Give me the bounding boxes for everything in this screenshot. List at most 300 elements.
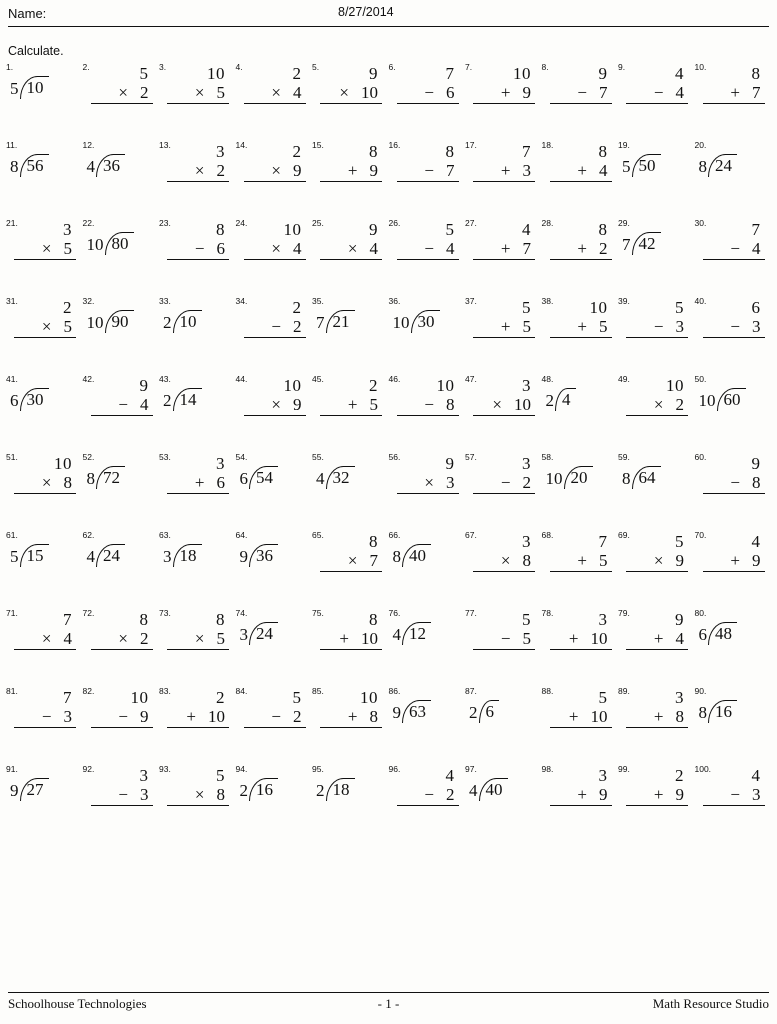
operation-line bbox=[320, 395, 382, 416]
operand-bottom: 2 bbox=[675, 395, 684, 414]
problem-50[interactable] bbox=[695, 374, 771, 434]
divisor: 2 bbox=[239, 781, 248, 800]
problem-number: 14. bbox=[235, 140, 248, 150]
problem-83[interactable] bbox=[159, 686, 235, 746]
long-division-expression bbox=[393, 544, 432, 567]
problem-number: 40. bbox=[694, 296, 707, 306]
operation-line bbox=[626, 785, 688, 806]
operation-line bbox=[14, 317, 76, 338]
operand-top: 10 bbox=[666, 376, 684, 395]
operand-bottom: 4 bbox=[752, 239, 761, 258]
problem-25[interactable] bbox=[312, 218, 388, 278]
operation-line bbox=[626, 317, 688, 338]
problem-43[interactable] bbox=[159, 374, 235, 434]
operand-top: 8 bbox=[216, 610, 225, 629]
problem-28[interactable] bbox=[542, 218, 618, 278]
problem-100[interactable] bbox=[695, 764, 771, 824]
operator-symbol: + bbox=[653, 785, 664, 804]
problem-23[interactable] bbox=[159, 218, 235, 278]
problem-number: 72. bbox=[82, 608, 95, 618]
operand-top: 3 bbox=[675, 688, 684, 707]
problem-80[interactable] bbox=[695, 608, 771, 668]
problem-row bbox=[6, 530, 771, 608]
operand-bottom: 3 bbox=[522, 161, 531, 180]
problem-8[interactable] bbox=[542, 62, 618, 122]
problem-number: 43. bbox=[159, 374, 171, 384]
problem-27[interactable] bbox=[465, 218, 541, 278]
problem-91[interactable] bbox=[6, 764, 82, 824]
problem-9[interactable] bbox=[618, 62, 694, 122]
problem-35[interactable] bbox=[312, 296, 388, 356]
problem-1[interactable] bbox=[6, 62, 82, 122]
problem-96[interactable] bbox=[389, 764, 465, 824]
problem-58[interactable] bbox=[542, 452, 618, 512]
problem-number: 18. bbox=[541, 140, 554, 150]
problem-47[interactable] bbox=[465, 374, 541, 434]
vertical-expression bbox=[244, 220, 306, 260]
operand-top: 5 bbox=[139, 64, 149, 83]
instruction-text: Calculate. bbox=[8, 44, 64, 58]
long-division-expression bbox=[393, 310, 440, 333]
problem-93[interactable] bbox=[159, 764, 235, 824]
footer-left-text: Schoolhouse Technologies bbox=[8, 996, 147, 1011]
operation-line bbox=[244, 707, 306, 728]
vertical-expression bbox=[473, 298, 535, 338]
operand-top: 10 bbox=[130, 688, 149, 707]
problem-number: 38. bbox=[541, 296, 554, 306]
operation-line bbox=[320, 161, 382, 182]
operator-symbol: − bbox=[271, 317, 281, 336]
vertical-expression bbox=[244, 64, 306, 104]
problem-5[interactable] bbox=[312, 62, 388, 122]
problem-72[interactable] bbox=[83, 608, 159, 668]
operator-symbol: − bbox=[730, 473, 740, 492]
problem-26[interactable] bbox=[389, 218, 465, 278]
operand-bottom: 9 bbox=[752, 551, 761, 570]
operator-symbol: × bbox=[271, 395, 281, 414]
problem-79[interactable] bbox=[618, 608, 694, 668]
vertical-expression bbox=[320, 532, 382, 572]
division-bracket: 16 bbox=[708, 700, 737, 723]
problem-67[interactable] bbox=[465, 530, 541, 590]
operand-bottom: 4 bbox=[293, 83, 302, 102]
problem-12[interactable] bbox=[83, 140, 159, 200]
long-division-expression bbox=[10, 778, 49, 801]
problem-number: 94. bbox=[235, 764, 248, 774]
problem-73[interactable] bbox=[159, 608, 235, 668]
problem-number: 78. bbox=[541, 608, 554, 618]
operator-symbol: + bbox=[577, 785, 587, 804]
operand-top: 7 bbox=[445, 64, 455, 83]
problem-87[interactable] bbox=[465, 686, 541, 746]
divisor: 5 bbox=[622, 157, 631, 176]
operator-symbol: + bbox=[500, 239, 511, 258]
problem-4[interactable] bbox=[236, 62, 312, 122]
problem-45[interactable] bbox=[312, 374, 388, 434]
problem-74[interactable] bbox=[236, 608, 312, 668]
operator-symbol: + bbox=[577, 317, 587, 336]
vertical-expression bbox=[91, 64, 153, 104]
operator-symbol: + bbox=[500, 83, 511, 102]
problem-31[interactable] bbox=[6, 296, 82, 356]
operation-line bbox=[550, 551, 612, 572]
problem-row bbox=[6, 62, 771, 140]
vertical-expression bbox=[244, 298, 306, 338]
problem-21[interactable] bbox=[6, 218, 82, 278]
long-division-expression bbox=[87, 154, 126, 177]
operator-symbol: + bbox=[730, 83, 740, 102]
problem-3[interactable] bbox=[159, 62, 235, 122]
long-division-expression bbox=[87, 466, 126, 489]
operation-line bbox=[703, 83, 765, 104]
problem-7[interactable] bbox=[465, 62, 541, 122]
problem-92[interactable] bbox=[83, 764, 159, 824]
problem-46[interactable] bbox=[389, 374, 465, 434]
problem-90[interactable] bbox=[695, 686, 771, 746]
division-bracket: 42 bbox=[632, 232, 661, 255]
operation-line bbox=[550, 161, 612, 182]
problem-19[interactable] bbox=[618, 140, 694, 200]
problem-38[interactable] bbox=[542, 296, 618, 356]
problem-44[interactable] bbox=[236, 374, 312, 434]
operator-symbol: − bbox=[118, 785, 128, 804]
vertical-expression bbox=[626, 688, 688, 728]
problem-row bbox=[6, 218, 771, 296]
operand-bottom: 9 bbox=[675, 785, 684, 804]
problem-36[interactable] bbox=[389, 296, 465, 356]
problem-56[interactable] bbox=[389, 452, 465, 512]
operation-line bbox=[626, 707, 688, 728]
problem-61[interactable] bbox=[6, 530, 82, 590]
operand-bottom: 2 bbox=[140, 629, 149, 648]
problem-number: 59. bbox=[618, 452, 630, 462]
problem-14[interactable] bbox=[236, 140, 312, 200]
operator-symbol: + bbox=[500, 317, 511, 336]
vertical-expression bbox=[14, 688, 76, 728]
long-division-expression bbox=[546, 388, 576, 411]
problem-17[interactable] bbox=[465, 140, 541, 200]
divisor: 10 bbox=[86, 313, 104, 332]
problem-82[interactable] bbox=[83, 686, 159, 746]
problem-42[interactable] bbox=[83, 374, 159, 434]
operation-line bbox=[167, 473, 229, 494]
vertical-expression bbox=[550, 64, 612, 104]
operand-top: 5 bbox=[598, 688, 608, 707]
divisor: 8 bbox=[698, 157, 707, 176]
division-bracket: 40 bbox=[479, 778, 508, 801]
problem-number: 45. bbox=[312, 374, 324, 384]
problem-51[interactable] bbox=[6, 452, 82, 512]
long-division-expression bbox=[163, 544, 202, 567]
problem-71[interactable] bbox=[6, 608, 82, 668]
operand-bottom: 5 bbox=[63, 239, 72, 258]
vertical-expression bbox=[91, 766, 153, 806]
problem-number: 24. bbox=[235, 218, 248, 228]
problem-number: 91. bbox=[6, 764, 18, 774]
problem-34[interactable] bbox=[236, 296, 312, 356]
operand-top: 7 bbox=[63, 688, 72, 707]
problem-60[interactable] bbox=[695, 452, 771, 512]
problem-68[interactable] bbox=[542, 530, 618, 590]
vertical-expression bbox=[550, 298, 612, 338]
divisor: 7 bbox=[316, 313, 325, 332]
problem-39[interactable] bbox=[618, 296, 694, 356]
vertical-expression bbox=[473, 376, 535, 416]
operand-bottom: 9 bbox=[522, 83, 531, 102]
problem-66[interactable] bbox=[389, 530, 465, 590]
operation-line bbox=[550, 629, 612, 650]
vertical-expression bbox=[244, 688, 306, 728]
divisor: 4 bbox=[86, 547, 95, 566]
operator-symbol: − bbox=[424, 785, 434, 804]
problem-number: 26. bbox=[388, 218, 401, 228]
problem-78[interactable] bbox=[542, 608, 618, 668]
operand-bottom: 8 bbox=[369, 707, 378, 726]
operand-top: 4 bbox=[675, 64, 684, 83]
operation-line bbox=[397, 473, 459, 494]
operand-top: 9 bbox=[139, 376, 149, 395]
operand-bottom: 2 bbox=[522, 473, 531, 492]
problem-32[interactable] bbox=[83, 296, 159, 356]
problem-number: 36. bbox=[388, 296, 401, 306]
divisor: 10 bbox=[392, 313, 410, 332]
problem-41[interactable] bbox=[6, 374, 82, 434]
operator-symbol: × bbox=[500, 551, 511, 570]
problem-16[interactable] bbox=[389, 140, 465, 200]
problem-75[interactable] bbox=[312, 608, 388, 668]
operator-symbol: − bbox=[500, 473, 511, 492]
problem-number: 22. bbox=[82, 218, 95, 228]
operator-symbol: − bbox=[424, 239, 434, 258]
problem-number: 65. bbox=[312, 530, 324, 540]
divisor: 4 bbox=[86, 157, 95, 176]
problem-number: 64. bbox=[235, 530, 248, 540]
problem-number: 48. bbox=[541, 374, 554, 384]
vertical-expression bbox=[167, 610, 229, 650]
problem-22[interactable] bbox=[83, 218, 159, 278]
vertical-expression bbox=[703, 532, 765, 572]
long-division-expression bbox=[240, 622, 279, 645]
problem-number: 2. bbox=[82, 62, 90, 72]
operand-bottom: 4 bbox=[446, 239, 455, 258]
problem-37[interactable] bbox=[465, 296, 541, 356]
operator-symbol: × bbox=[271, 161, 281, 180]
operand-bottom: 8 bbox=[216, 785, 225, 804]
operand-top: 10 bbox=[513, 64, 531, 83]
operator-symbol: × bbox=[347, 551, 358, 570]
operand-top: 7 bbox=[751, 220, 761, 239]
problem-81[interactable] bbox=[6, 686, 82, 746]
operator-symbol: + bbox=[347, 161, 358, 180]
operand-bottom: 5 bbox=[522, 629, 531, 648]
problem-24[interactable] bbox=[236, 218, 312, 278]
operand-top: 8 bbox=[598, 220, 608, 239]
operand-bottom: 4 bbox=[293, 239, 302, 258]
problem-84[interactable] bbox=[236, 686, 312, 746]
problem-85[interactable] bbox=[312, 686, 388, 746]
operator-symbol: + bbox=[339, 629, 349, 648]
problem-number: 95. bbox=[312, 764, 324, 774]
operation-line bbox=[91, 83, 153, 104]
problem-row bbox=[6, 140, 771, 218]
operation-line bbox=[473, 83, 535, 104]
problem-89[interactable] bbox=[618, 686, 694, 746]
operand-bottom: 4 bbox=[140, 395, 149, 414]
operand-top: 3 bbox=[598, 766, 608, 785]
divisor: 8 bbox=[86, 469, 95, 488]
operation-line bbox=[550, 239, 612, 260]
operation-line bbox=[14, 629, 76, 650]
operand-bottom: 8 bbox=[522, 551, 531, 570]
division-bracket: 6 bbox=[479, 700, 500, 723]
problem-99[interactable] bbox=[618, 764, 694, 824]
divisor: 8 bbox=[392, 547, 401, 566]
problem-94[interactable] bbox=[236, 764, 312, 824]
problem-49[interactable] bbox=[618, 374, 694, 434]
operator-symbol: × bbox=[41, 473, 52, 492]
problem-88[interactable] bbox=[542, 686, 618, 746]
problem-86[interactable] bbox=[389, 686, 465, 746]
division-bracket: 21 bbox=[326, 310, 355, 333]
operator-symbol: + bbox=[347, 395, 358, 414]
divisor: 8 bbox=[10, 157, 19, 176]
problem-52[interactable] bbox=[83, 452, 159, 512]
vertical-expression bbox=[626, 298, 688, 338]
problem-number: 46. bbox=[388, 374, 401, 384]
problem-77[interactable] bbox=[465, 608, 541, 668]
problem-63[interactable] bbox=[159, 530, 235, 590]
operation-line bbox=[244, 395, 306, 416]
problem-65[interactable] bbox=[312, 530, 388, 590]
problem-number: 10. bbox=[694, 62, 707, 72]
vertical-expression bbox=[550, 766, 612, 806]
problem-62[interactable] bbox=[83, 530, 159, 590]
vertical-expression bbox=[14, 610, 76, 650]
division-bracket: 20 bbox=[564, 466, 593, 489]
operand-bottom: 7 bbox=[752, 83, 761, 102]
operand-bottom: 6 bbox=[216, 239, 225, 258]
problem-15[interactable] bbox=[312, 140, 388, 200]
operand-top: 10 bbox=[360, 688, 378, 707]
problem-2[interactable] bbox=[83, 62, 159, 122]
operator-symbol: − bbox=[500, 629, 511, 648]
operand-bottom: 8 bbox=[752, 473, 761, 492]
problem-70[interactable] bbox=[695, 530, 771, 590]
vertical-expression bbox=[320, 610, 382, 650]
divisor: 7 bbox=[622, 235, 631, 254]
problem-57[interactable] bbox=[465, 452, 541, 512]
operand-bottom: 2 bbox=[599, 239, 608, 258]
divisor: 2 bbox=[469, 703, 478, 722]
problem-number: 47. bbox=[465, 374, 477, 384]
operator-symbol: − bbox=[730, 239, 740, 258]
problem-number: 34. bbox=[235, 296, 248, 306]
operand-bottom: 2 bbox=[446, 785, 455, 804]
operation-line bbox=[244, 161, 306, 182]
problem-number: 1. bbox=[6, 62, 14, 72]
operation-line bbox=[473, 239, 535, 260]
long-division-expression bbox=[546, 466, 593, 489]
problem-13[interactable] bbox=[159, 140, 235, 200]
problem-40[interactable] bbox=[695, 296, 771, 356]
vertical-expression bbox=[626, 64, 688, 104]
problem-29[interactable] bbox=[618, 218, 694, 278]
operand-top: 3 bbox=[522, 376, 531, 395]
problem-98[interactable] bbox=[542, 764, 618, 824]
vertical-expression bbox=[626, 376, 688, 416]
divisor: 8 bbox=[622, 469, 631, 488]
problem-97[interactable] bbox=[465, 764, 541, 824]
problem-20[interactable] bbox=[695, 140, 771, 200]
problem-number: 97. bbox=[465, 764, 477, 774]
division-bracket: 56 bbox=[20, 154, 49, 177]
operation-line bbox=[14, 707, 76, 728]
operand-bottom: 5 bbox=[599, 551, 608, 570]
problem-30[interactable] bbox=[695, 218, 771, 278]
vertical-expression bbox=[320, 376, 382, 416]
operation-line bbox=[397, 161, 459, 182]
operation-line bbox=[703, 551, 765, 572]
operand-bottom: 2 bbox=[293, 317, 302, 336]
operator-symbol: × bbox=[339, 83, 349, 102]
date-text: 8/27/2014 bbox=[338, 5, 394, 19]
problem-number: 89. bbox=[618, 686, 630, 696]
operand-top: 4 bbox=[751, 766, 761, 785]
operand-bottom: 2 bbox=[293, 707, 302, 726]
problem-6[interactable] bbox=[389, 62, 465, 122]
problem-53[interactable] bbox=[159, 452, 235, 512]
problem-number: 90. bbox=[694, 686, 707, 696]
operator-symbol: − bbox=[118, 395, 128, 414]
problem-number: 44. bbox=[235, 374, 248, 384]
problem-59[interactable] bbox=[618, 452, 694, 512]
divisor: 2 bbox=[163, 391, 172, 410]
problem-number: 61. bbox=[6, 530, 18, 540]
problem-95[interactable] bbox=[312, 764, 388, 824]
operand-bottom: 5 bbox=[63, 317, 72, 336]
operation-line bbox=[473, 551, 535, 572]
operand-bottom: 2 bbox=[140, 83, 149, 102]
vertical-expression bbox=[397, 376, 459, 416]
header-divider bbox=[8, 26, 769, 27]
operand-bottom: 9 bbox=[293, 161, 302, 180]
problem-18[interactable] bbox=[542, 140, 618, 200]
problem-number: 6. bbox=[388, 62, 396, 72]
problem-64[interactable] bbox=[236, 530, 312, 590]
division-bracket: 54 bbox=[249, 466, 278, 489]
operation-line bbox=[320, 551, 382, 572]
problem-11[interactable] bbox=[6, 140, 82, 200]
problem-76[interactable] bbox=[389, 608, 465, 668]
operand-top: 2 bbox=[292, 298, 302, 317]
problem-55[interactable] bbox=[312, 452, 388, 512]
problem-48[interactable] bbox=[542, 374, 618, 434]
problem-69[interactable] bbox=[618, 530, 694, 590]
operand-top: 8 bbox=[369, 142, 378, 161]
problem-number: 70. bbox=[694, 530, 707, 540]
problem-54[interactable] bbox=[236, 452, 312, 512]
problem-33[interactable] bbox=[159, 296, 235, 356]
operand-bottom: 10 bbox=[590, 629, 608, 648]
operator-symbol: × bbox=[653, 551, 664, 570]
problem-number: 55. bbox=[312, 452, 324, 462]
problem-grid bbox=[6, 62, 771, 842]
operator-symbol: + bbox=[653, 707, 664, 726]
vertical-expression bbox=[473, 610, 535, 650]
problem-10[interactable] bbox=[695, 62, 771, 122]
vertical-expression bbox=[91, 688, 153, 728]
operation-line bbox=[703, 239, 765, 260]
